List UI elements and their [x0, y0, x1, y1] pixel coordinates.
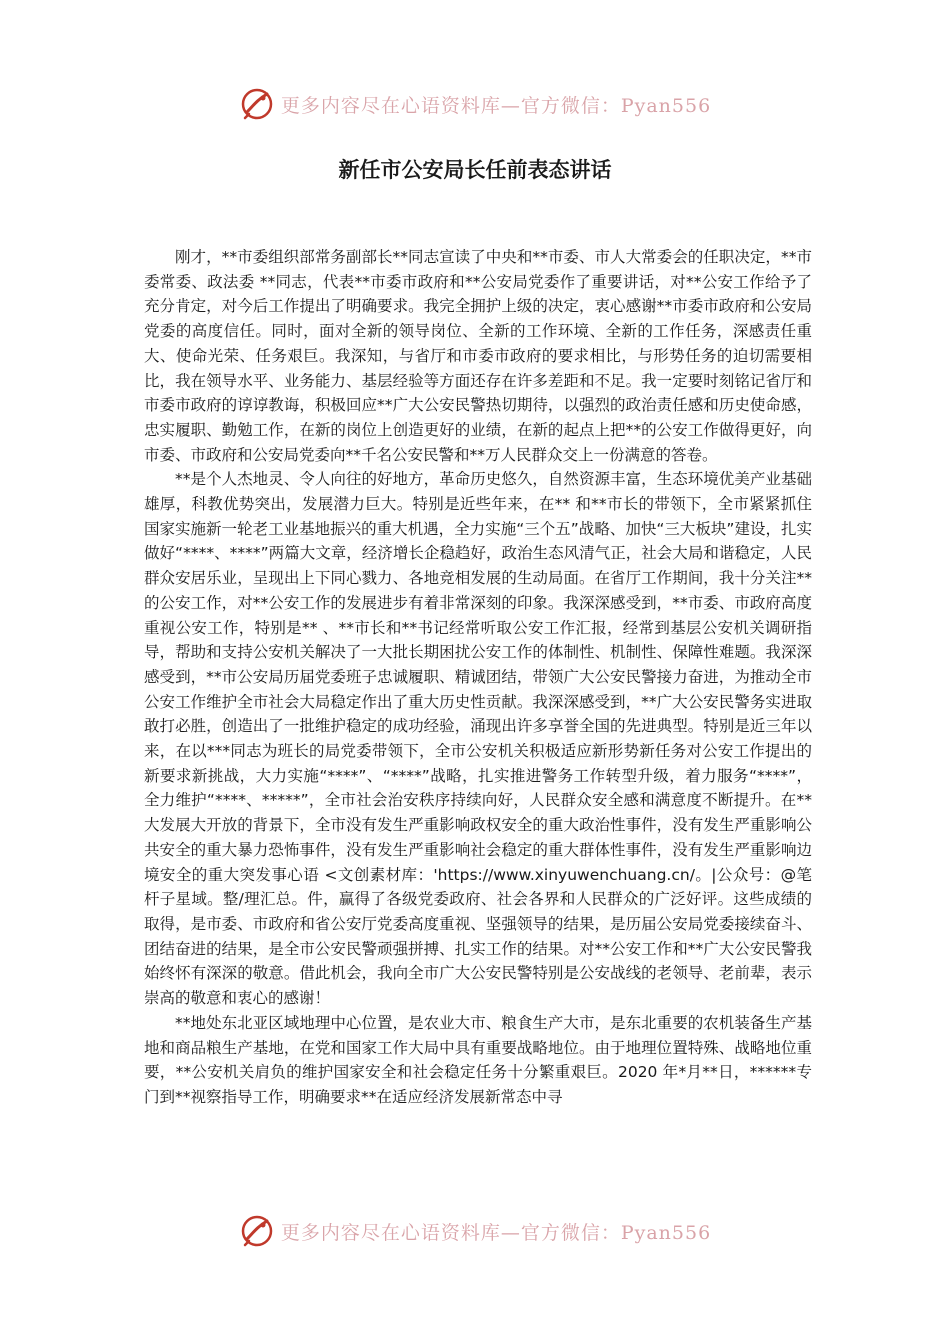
- document-body: [144, 245, 812, 1110]
- paragraph: **是个人杰地灵、令人向往的好地方，革命历史悠久，自然资源丰富，生态环境优美产业基础雄厚，科教优势突出，发展潜力巨大。特别是近些年来，在** 和**市长的带领下，全市紧紧抓住国家实施新一轮老工业基地振兴的重大机遇，全力实施“三个五”战略、加快“三大板块”建设，扎实做好“****、****”两篇大文章，经济增长企稳趋好，政治生态风清气正，社会大局和谐稳定，人民群众安居乐业，呈现出上下同心戮力、各地竞相发展的生动局面。在省厅工作期间，我十分关注**的公安工作，对**公安工作的发展进步有着非常深刻的印象。我深深感受到，**市委、市政府高度重视公安工作，特别是** 、**市长和**书记经常听取公安工作汇报，经常到基层公安机关调研指导，帮助和支持公安机关解决了一大批长期困扰公安工作的体制性、机制性、保障性难题。我深深感受到，**市公安局历届党委班子忠诚履职、精诚团结，带领广大公安民警接力奋进，为推动全市公安工作维护全市社会大局稳定作出了重大历史性贡献。我深深感受到，**广大公安民警务实进取敢打必胜，创造出了一批维护稳定的成功经验，涌现出许多享誉全国的先进典型。特别是近三年以来，在以***同志为班长的局党委带领下，全市公安机关积极适应新形势新任务对公安工作提出的新要求新挑战，大力实施“****”、“****”战略，扎实推进警务工作转型升级，着力服务“****”，全力维护“****、*****”，全市社会治安秩序持续向好，人民群众安全感和满意度不断提升。在**大发展大开放的背景下，全市没有发生严重影响政权安全的重大政治性事件，没有发生严重影响公共安全的重大暴力恐怖事件，没有发生严重影响社会稳定的重大群体性事件，没有发生严重影响边境安全的重大突发事心语 <文创素材库：'https://www.xinyuwenchuang.cn/。|公众号：@笔杆子星域。整/理汇总。件，赢得了各级党委政府、社会各界和人民群众的广泛好评。这些成绩的取得，是市委、市政府和省公安厅党委高度重视、坚强领导的结果，是历届公安局党委接续奋斗、团结奋进的结果，是全市公安民警顽强拼搏、扎实工作的结果。对**公安工作和**广大公安民警我始终怀有深深的敬意。借此机会，我向全市广大公安民警特别是公安战线的老领导、老前辈，表示崇高的敬意和衷心的感谢！: [144, 470, 812, 1008]
- document-title: 新任市公安局长任前表态讲话: [338, 158, 612, 182]
- watermark-text: 更多内容尽在心语资料库—官方微信：Pyan556: [280, 1221, 712, 1244]
- brush-logo-icon: [239, 1213, 275, 1249]
- watermark-banner-bottom: [0, 1211, 950, 1251]
- paragraph: 刚才，**市委组织部常务副部长**同志宣读了中央和**市委、市人大常委会的任职决定，**市委常委、政法委 **同志，代表**市委市政府和**公安局党委作了重要讲话，对**公安工作给予了充分肯定，对今后工作提出了明确要求。我完全拥护上级的决定，衷心感谢**市委市政府和公安局党委的高度信任。同时，面对全新的领导岗位、全新的工作环境、全新的工作任务，深感责任重大、使命光荣、任务艰巨。我深知，与省厅和市委市政府的要求相比，与形势任务的迫切需要相比，我在领导水平、业务能力、基层经验等方面还存在许多差距和不足。我一定要时刻铭记省厅和市委市政府的谆谆教诲，积极回应**广大公安民警热切期待，以强烈的政治责任感和历史使命感，忠实履职、勤勉工作，在新的岗位上创造更好的业绩，在新的起点上把**的公安工作做得更好，向市委、市政府和公安局党委向**千名公安民警和**万人民群众交上一份满意的答卷。: [144, 248, 812, 464]
- watermark-text: 更多内容尽在心语资料库—官方微信：Pyan556: [280, 94, 712, 117]
- paragraph: **地处东北亚区域地理中心位置，是农业大市、粮食生产大市，是东北重要的农机装备生产基地和商品粮生产基地，在党和国家工作大局中具有重要战略地位。由于地理位置特殊、战略地位重要，**公安机关肩负的维护国家安全和社会稳定任务十分繁重艰巨。2020 年*月**日，******专门到**视察指导工作，明确要求**在适应经济发展新常态中寻: [144, 1013, 812, 1106]
- watermark-banner-top: [0, 84, 950, 124]
- brush-logo-icon: [239, 86, 275, 122]
